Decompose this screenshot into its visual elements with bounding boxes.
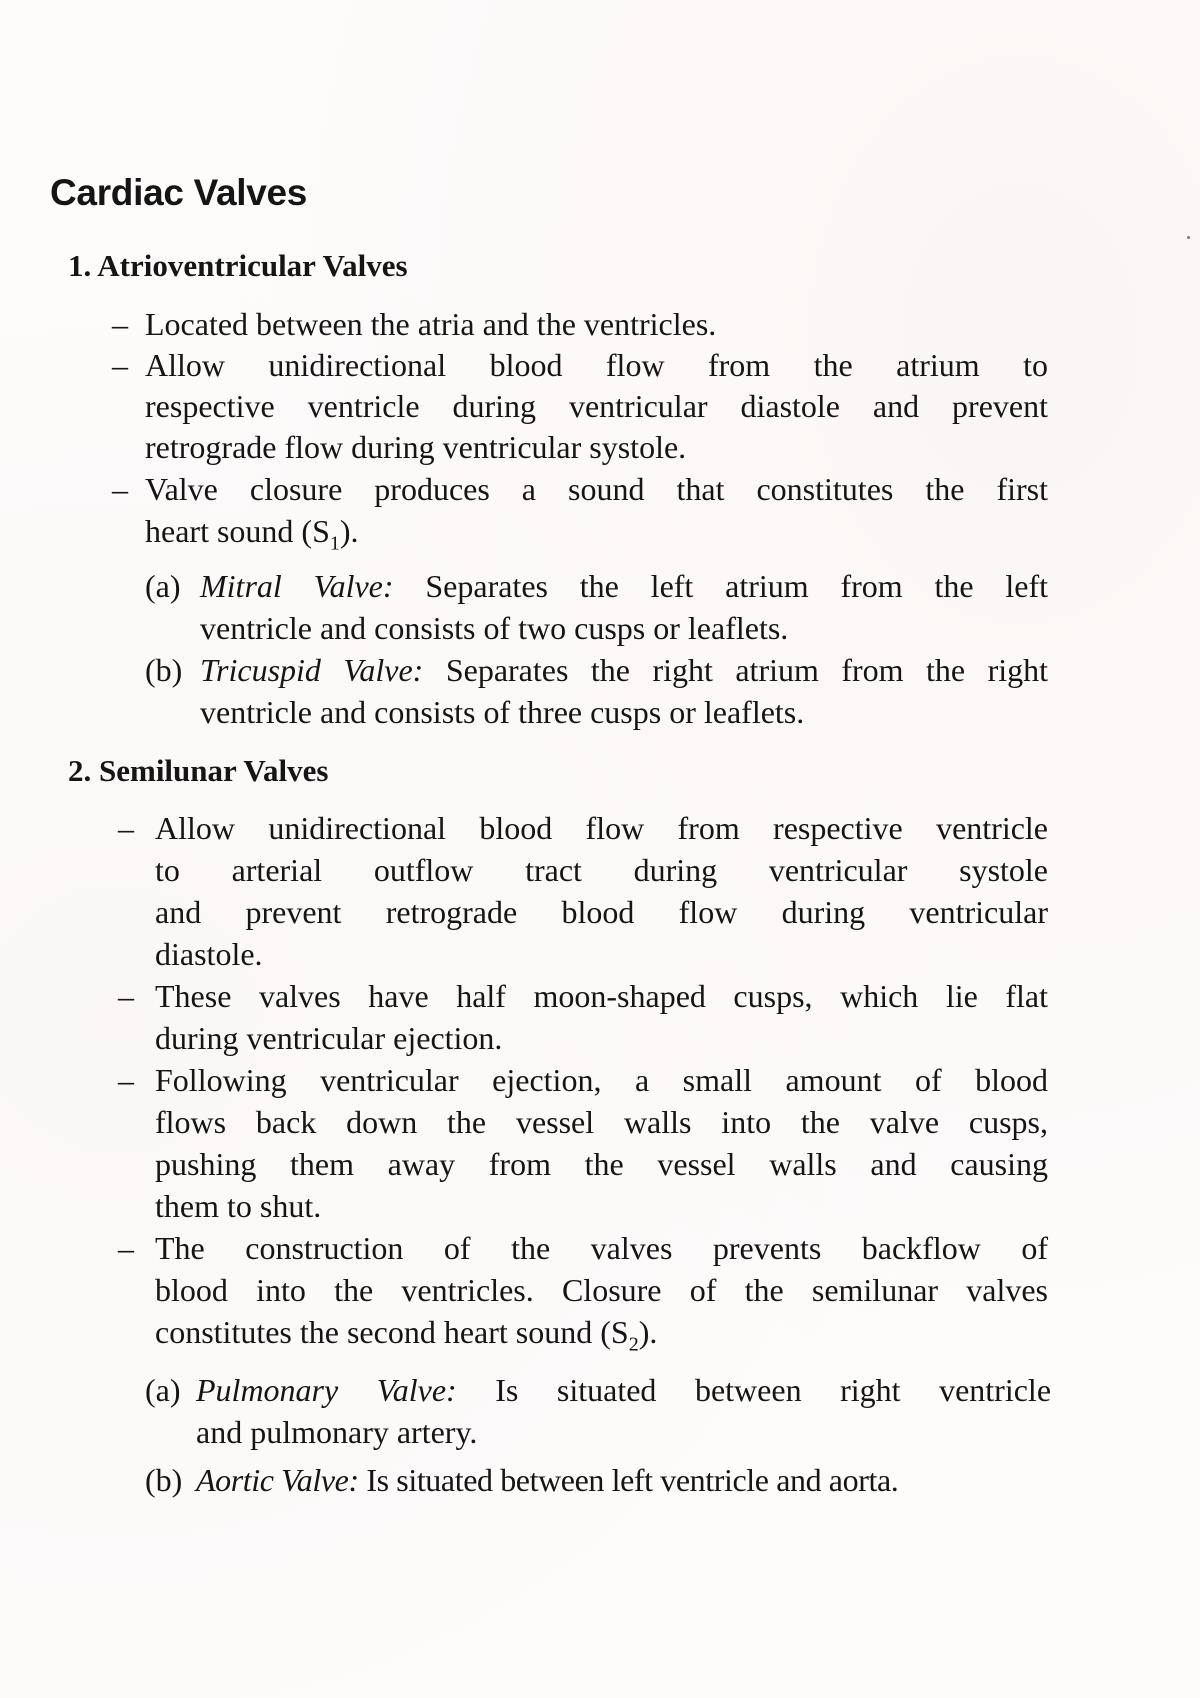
- bullet-line: Following ventricular ejection, a small amount of blood: [155, 1062, 1048, 1098]
- item-label: (b): [145, 1462, 183, 1498]
- section-heading-atrioventricular: 1. Atrioventricular Valves: [68, 248, 408, 283]
- bullet-line: retrograde flow during ventricular systole.: [145, 429, 687, 465]
- bullet-dash: –: [118, 1062, 134, 1098]
- item-line: ventricle and consists of two cusps or leaflets.: [200, 610, 789, 646]
- item-text: Is situated between right ventricle: [495, 1372, 1052, 1408]
- item-label: (a): [145, 568, 181, 604]
- item-label: (a): [145, 1372, 181, 1408]
- section-heading-semilunar: 2. Semilunar Valves: [68, 753, 329, 788]
- bullet-line: to arterial outflow tract during ventricular systole: [155, 852, 1048, 888]
- item-line: [200, 566, 1048, 606]
- item-text: Separates the left atrium from the left: [425, 568, 1049, 604]
- valve-name-mitral: Mitral Valve:: [200, 568, 394, 604]
- bullet-line-with-subscript: [155, 1312, 657, 1364]
- bullet-line: flows back down the vessel walls into the valve cusps,: [155, 1104, 1048, 1140]
- bullet-dash: –: [118, 810, 134, 846]
- bullet-line: blood into the ventricles. Closure of the semilunar valves: [155, 1272, 1048, 1308]
- item-text: Separates the right atrium from the right: [445, 652, 1049, 688]
- bullet-line: diastole.: [155, 936, 263, 972]
- bullet-line: The construction of the valves prevents backflow of: [155, 1230, 1048, 1266]
- valve-name-aortic: Aortic Valve:: [196, 1462, 359, 1498]
- item-label: (b): [145, 652, 183, 688]
- bullet-line: Allow unidirectional blood flow from respective ventricle: [155, 810, 1048, 846]
- bullet-dash: –: [112, 306, 128, 342]
- page-edge-mark: [1187, 236, 1190, 239]
- bullet-dash: –: [118, 978, 134, 1014]
- bullet-dash: –: [118, 1230, 134, 1266]
- bullet-line: respective ventricle during ventricular diastole and prevent: [145, 388, 1048, 424]
- item-line: ventricle and consists of three cusps or leaflets.: [200, 694, 805, 730]
- page-title: Cardiac Valves: [50, 172, 308, 213]
- bullet-text-end: ).: [638, 1314, 658, 1350]
- bullet-text-end: ).: [339, 513, 359, 549]
- item-line: [196, 1460, 898, 1500]
- bullet-line: them to shut.: [155, 1188, 322, 1224]
- bullet-line-with-subscript: [145, 511, 359, 563]
- item-line: [196, 1370, 1051, 1410]
- bullet-line: and prevent retrograde blood flow during ventricular: [155, 894, 1048, 930]
- valve-name-tricuspid: Tricuspid Valve:: [200, 652, 424, 688]
- bullet-line: These valves have half moon-shaped cusps, which lie flat: [155, 978, 1048, 1014]
- bullet-text: heart sound (S: [145, 513, 330, 549]
- bullet-line: Located between the atria and the ventricles.: [145, 306, 717, 342]
- item-text: Is situated between left ventricle and aorta.: [366, 1462, 899, 1498]
- bullet-text: constitutes the second heart sound (S: [155, 1314, 629, 1350]
- bullet-line: Valve closure produces a sound that constitutes the first: [145, 471, 1048, 507]
- valve-name-pulmonary: Pulmonary Valve:: [196, 1372, 457, 1408]
- bullet-line: during ventricular ejection.: [155, 1020, 503, 1056]
- bullet-dash: –: [112, 347, 128, 383]
- item-line: [200, 650, 1048, 690]
- bullet-dash: –: [112, 471, 128, 507]
- subscript: 1: [329, 532, 340, 555]
- subscript: 2: [628, 1333, 639, 1356]
- bullet-line: Allow unidirectional blood flow from the atrium to: [145, 347, 1048, 383]
- bullet-line: pushing them away from the vessel walls and causing: [155, 1146, 1048, 1182]
- item-line: and pulmonary artery.: [196, 1414, 478, 1450]
